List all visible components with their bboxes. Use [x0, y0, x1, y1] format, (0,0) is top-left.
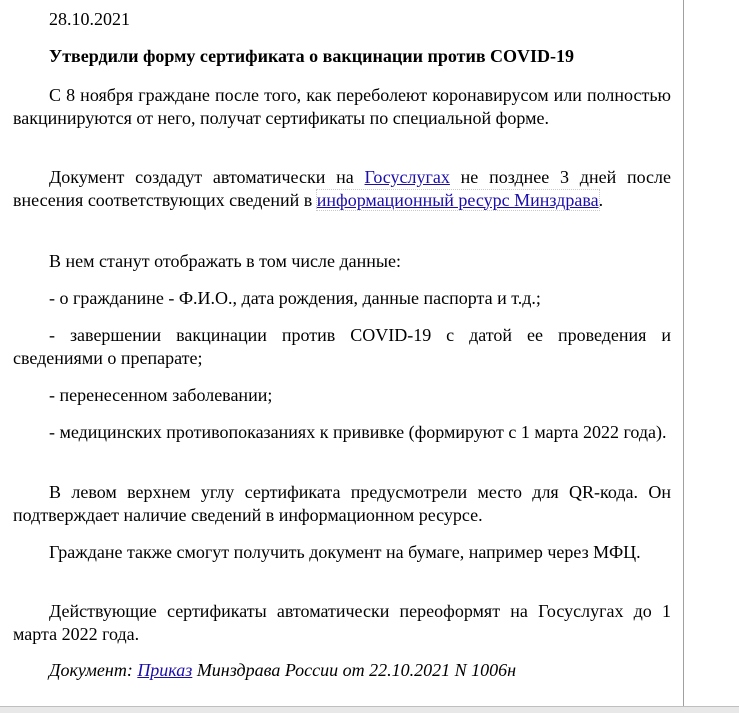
paragraph-data-list-intro: В нем станут отображать в том числе данные:	[49, 251, 401, 271]
list-item-illness: - перенесенном заболевании;	[49, 385, 273, 405]
paragraph-qr-code: В левом верхнем углу сертификата предусмотрели место для QR-кода. Он подтверждает наличие сведений в информационном ресурсе.	[13, 482, 671, 525]
paragraph-paper-document: Граждане также смогут получить документ на бумаге, например через МФЦ.	[49, 542, 641, 562]
document-reference-prefix: Документ:	[49, 660, 138, 680]
publication-date: 28.10.2021	[49, 9, 130, 29]
list-item-vaccination: - завершении вакцинации против COVID-19 с датой ее проведения и сведениями о препарате;	[13, 325, 671, 368]
gosuslugi-link[interactable]: Госуслугах	[364, 167, 450, 187]
list-item-contraindications: - медицинских противопоказаниях к прививке (формируют с 1 марта 2022 года).	[49, 422, 667, 442]
article-title: Утвердили форму сертификата о вакцинации против COVID-19	[49, 46, 575, 66]
paragraph-certificates-intro: С 8 ноября граждане после того, как переболеют коронавирусом или полностью вакцинируются от него, получат сертификаты по специальной форме.	[13, 85, 671, 128]
document-reference	[13, 659, 671, 682]
paragraph-existing-certificates: Действующие сертификаты автоматически переоформят на Госуслугах до 1 марта 2022 года.	[13, 601, 671, 644]
paragraph-gosuslugi-text-end: .	[598, 189, 604, 210]
list-item-citizen: - о гражданине - Ф.И.О., дата рождения, данные паспорта и т.д.;	[49, 288, 541, 308]
document-reference-suffix: Минздрава России от 22.10.2021 N 1006н	[192, 660, 517, 680]
paragraph-gosuslugi	[13, 166, 671, 211]
order-link[interactable]: Приказ	[137, 660, 193, 680]
paragraph-gosuslugi-text-middle: не позднее 3 дней после внесения соответствующих сведений в	[13, 167, 672, 210]
paragraph-gosuslugi-text-start: Документ создадут автоматически на	[49, 167, 365, 187]
page-divider	[683, 0, 684, 712]
minzdrav-resource-link[interactable]: информационный ресурс Минздрава	[316, 189, 599, 210]
